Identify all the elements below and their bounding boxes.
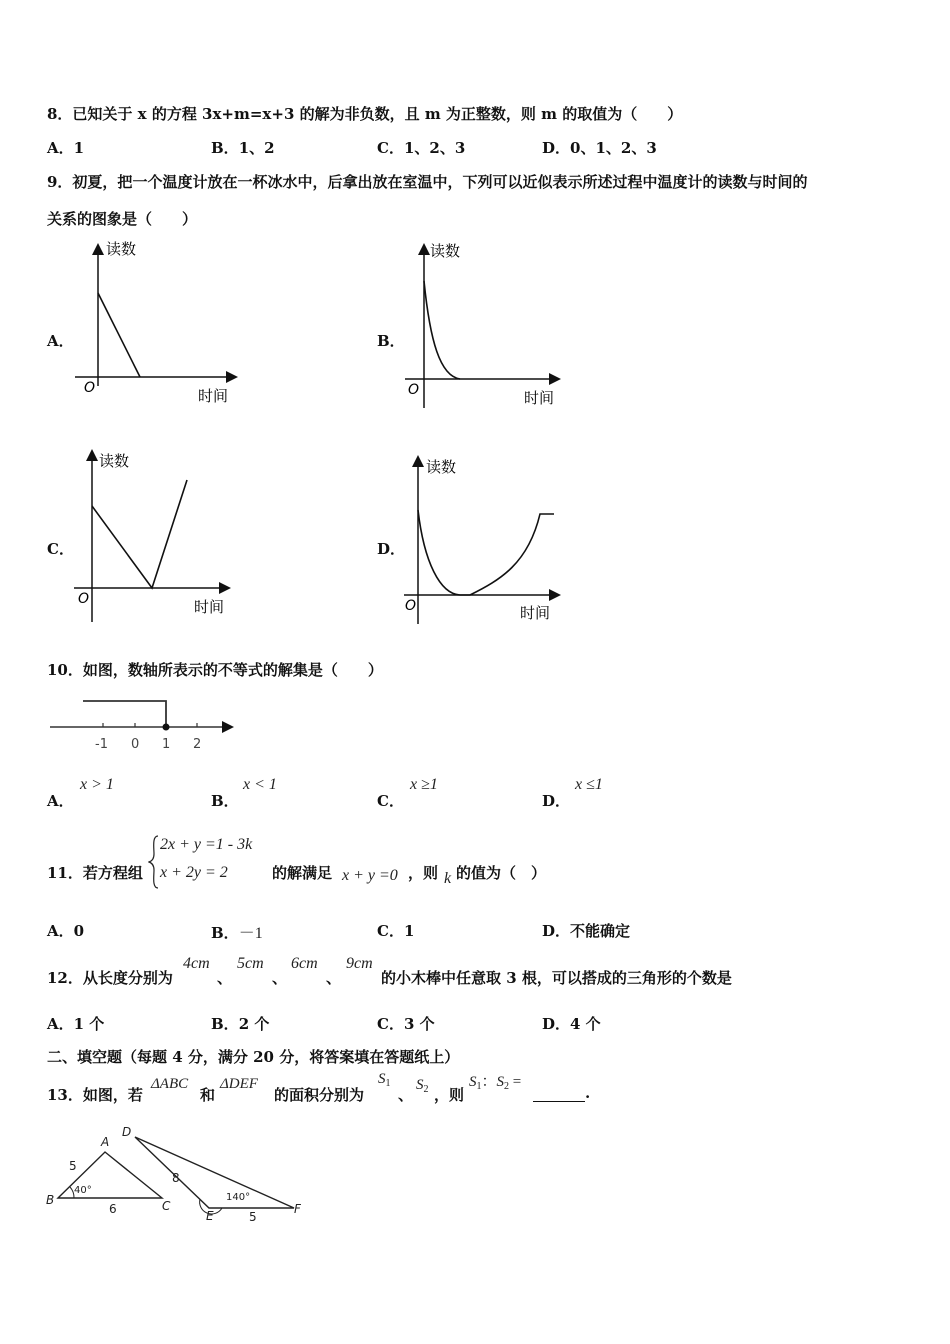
side-de-label: 8: [172, 1171, 180, 1185]
section-heading: 二、填空题（每题 4 分，满分 20 分，将答案填在答题纸上）: [47, 1048, 460, 1066]
q11-brace: [148, 834, 160, 890]
origin-label: O: [408, 382, 420, 398]
q12-option-d[interactable]: D．4 个: [542, 1015, 601, 1033]
origin-label: O: [78, 591, 90, 607]
q10-option-a-letter[interactable]: A．: [47, 792, 74, 810]
q12-separator: 、: [326, 969, 342, 987]
graph-line: [92, 480, 187, 588]
tick-label: 1: [162, 737, 171, 752]
q8-option-c[interactable]: C．1、2、3: [377, 139, 466, 157]
q13-answer-line[interactable]: .: [533, 1084, 590, 1102]
answer-blank[interactable]: [533, 1087, 585, 1102]
q12-length-1: 4cm: [183, 955, 210, 972]
q13-triangle-def: ΔDEF: [220, 1076, 258, 1092]
q11-then: ，则: [408, 864, 439, 882]
q12-length-4: 9cm: [346, 955, 373, 972]
side-ef-label: 5: [249, 1210, 257, 1222]
vertex-a-label: A: [101, 1135, 110, 1149]
q12-option-c[interactable]: C．3 个: [377, 1015, 435, 1033]
q13-s2: $S_2$: [416, 1077, 429, 1095]
angle-b-label: 40°: [74, 1185, 92, 1196]
q12-prefix: 12．从长度分别为: [47, 969, 173, 987]
q10-number-line: [45, 692, 240, 754]
side-bc-label: 6: [109, 1202, 117, 1216]
q8-option-a[interactable]: A．1: [47, 139, 85, 157]
q12-suffix: 的小木棒中任意取 3 根，可以搭成的三角形的个数是: [381, 969, 732, 987]
q9-graph-d: [400, 452, 570, 628]
tick-label: 0: [131, 737, 140, 752]
x-axis-label: 时间: [524, 389, 555, 407]
q13-figure: [42, 1122, 312, 1222]
q11-equation-2: x + 2y = 2: [160, 864, 228, 881]
q8-stem: 8．已知关于 x 的方程 3x+m=x+3 的解为非负数，且 m 为正整数，则 m 的取值为（ ）: [47, 105, 683, 123]
solution-ray: [83, 701, 166, 727]
y-axis-label: 读数: [426, 458, 457, 476]
solid-point: [163, 724, 170, 731]
q11-prefix: 11．若方程组: [47, 864, 143, 882]
side-ab-label: 5: [69, 1159, 77, 1173]
q13-then: ，则: [434, 1086, 465, 1104]
q8-option-d[interactable]: D．0、1、2、3: [542, 139, 657, 157]
q9-graph-a: [70, 236, 240, 411]
q13-middle: 的面积分别为: [274, 1086, 365, 1104]
y-axis-label: 读数: [106, 240, 137, 258]
y-axis-label: 读数: [430, 242, 461, 260]
x-axis-label: 时间: [520, 604, 551, 622]
q13-s1: $S_1$: [378, 1071, 391, 1089]
q11-option-c[interactable]: C．1: [377, 922, 415, 940]
x-axis-label: 时间: [198, 387, 229, 405]
tick-label: -1: [95, 737, 108, 752]
q12-option-a[interactable]: A．1 个: [47, 1015, 105, 1033]
q11-middle: 的解满足: [272, 864, 333, 882]
q9-stem-line1: 9．初夏，把一个温度计放在一杯冰水中，后拿出放在室温中，下列可以近似表示所述过程中温度计的读数与时间的: [47, 173, 808, 191]
vertex-d-label: D: [122, 1125, 132, 1139]
q13-separator: 、: [398, 1086, 414, 1104]
q12-option-b[interactable]: B．2 个: [211, 1015, 270, 1033]
origin-label: O: [84, 380, 96, 396]
y-axis-label: 读数: [99, 452, 130, 470]
graph-line: [98, 293, 140, 377]
q10-option-b[interactable]: x < 1: [243, 776, 277, 793]
q10-option-b-letter[interactable]: B．: [211, 792, 239, 810]
angle-e-label: 140°: [226, 1192, 251, 1203]
q13-ratio: $S_1$：$S_2$ =: [469, 1074, 522, 1092]
origin-label: O: [405, 598, 417, 614]
q10-option-d[interactable]: x ≤1: [575, 776, 603, 793]
x-axis-label: 时间: [194, 598, 225, 616]
q13-triangle-abc: ΔABC: [151, 1076, 189, 1092]
q12-separator: 、: [217, 969, 233, 987]
q12-separator: 、: [272, 969, 288, 987]
q9-graph-b: [400, 236, 570, 411]
q11-option-b[interactable]: B．－1: [211, 924, 263, 942]
q11-variable: k: [444, 870, 452, 887]
vertex-c-label: C: [162, 1199, 171, 1213]
q12-length-3: 6cm: [291, 955, 318, 972]
vertex-b-label: B: [46, 1193, 55, 1207]
q11-condition: x + y =0: [342, 867, 398, 884]
q9-graph-c: [70, 446, 240, 626]
q10-option-c[interactable]: x ≥1: [410, 776, 438, 793]
q10-stem: 10．如图，数轴所表示的不等式的解集是（ ）: [47, 661, 383, 679]
q13-prefix: 13．如图，若: [47, 1086, 143, 1104]
q9-option-c[interactable]: C．: [47, 540, 74, 558]
q13-and: 和: [200, 1086, 216, 1104]
q12-length-2: 5cm: [237, 955, 264, 972]
q9-option-d[interactable]: D．: [377, 540, 406, 558]
tick-label: 2: [193, 737, 202, 752]
q11-suffix: 的值为（ ）: [456, 864, 547, 882]
q11-option-a[interactable]: A．0: [47, 922, 85, 940]
graph-curve: [424, 281, 460, 379]
q10-option-a[interactable]: x > 1: [80, 776, 114, 793]
vertex-e-label: E: [206, 1209, 214, 1222]
q10-option-d-letter[interactable]: D．: [542, 792, 571, 810]
q10-option-c-letter[interactable]: C．: [377, 792, 404, 810]
vertex-f-label: F: [294, 1202, 301, 1216]
q8-option-b[interactable]: B．1、2: [211, 139, 275, 157]
graph-curve: [418, 510, 554, 595]
q11-option-d[interactable]: D．不能确定: [542, 922, 631, 940]
q9-option-b[interactable]: B．: [377, 332, 405, 350]
q9-option-a[interactable]: A．: [47, 332, 74, 350]
q9-stem-line2: 关系的图象是（ ）: [47, 210, 198, 228]
q11-equation-1: 2x + y =1 - 3k: [160, 836, 253, 853]
